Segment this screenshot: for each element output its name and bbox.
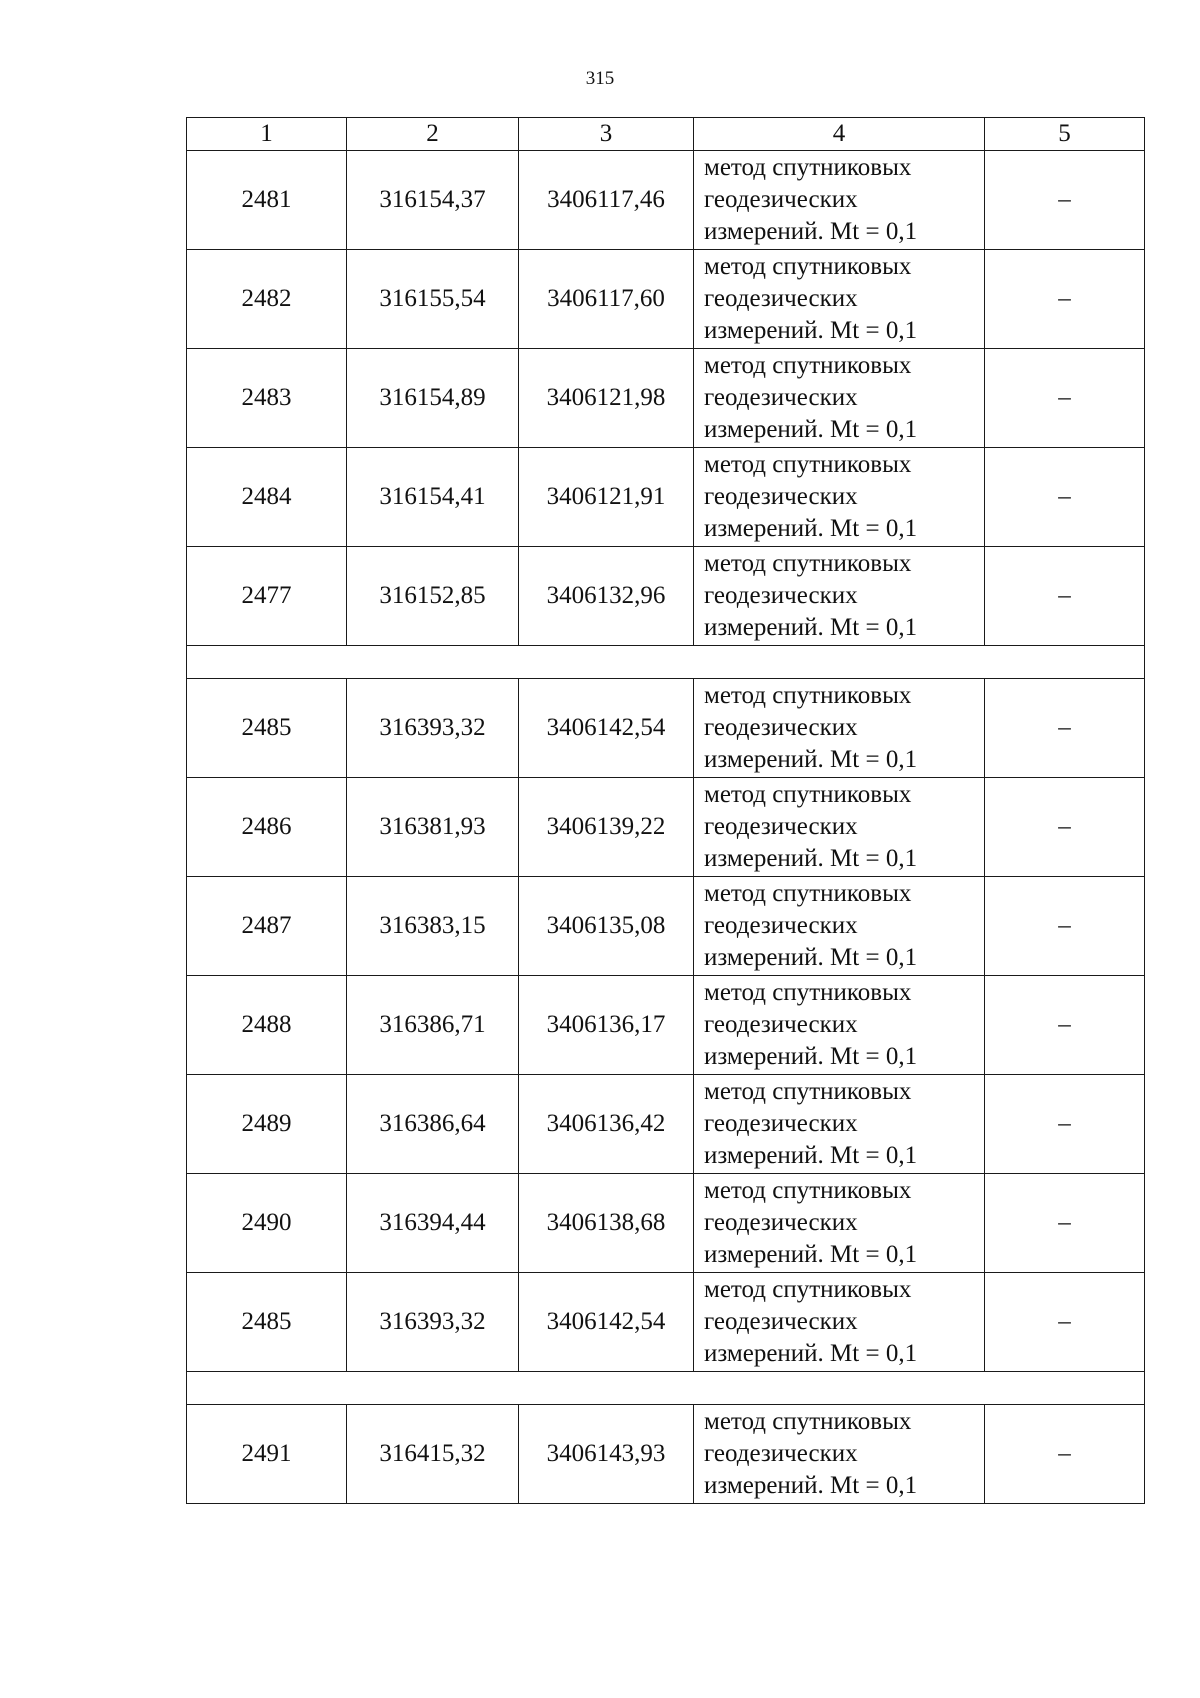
- point-number-cell: 2491: [187, 1405, 347, 1504]
- section-divider-row: [187, 1372, 1145, 1405]
- y-coordinate-cell: 3406121,98: [519, 349, 694, 448]
- header-col-1: 1: [187, 118, 347, 151]
- method-line: измерений. Mt = 0,1: [704, 1142, 918, 1169]
- note-cell: –: [985, 1075, 1145, 1174]
- section-divider-row: [187, 646, 1145, 679]
- y-coordinate-cell: 3406132,96: [519, 547, 694, 646]
- point-number-cell: 2477: [187, 547, 347, 646]
- method-line: метод спутниковых: [704, 1408, 912, 1435]
- method-line: метод спутниковых: [704, 352, 912, 379]
- point-number-cell: 2485: [187, 679, 347, 778]
- table-row: [187, 547, 1145, 646]
- note-cell: –: [985, 1273, 1145, 1372]
- note-cell: –: [985, 976, 1145, 1075]
- method-line: геодезических: [704, 813, 858, 840]
- table-row: [187, 1075, 1145, 1174]
- method-line: измерений. Mt = 0,1: [704, 1241, 918, 1268]
- method-line: метод спутниковых: [704, 1177, 912, 1204]
- section-divider-cell: [187, 1372, 1145, 1405]
- method-line: измерений. Mt = 0,1: [704, 218, 918, 245]
- x-coordinate-cell: 316415,32: [347, 1405, 519, 1504]
- header-col-4: 4: [694, 118, 985, 151]
- x-coordinate-cell: 316394,44: [347, 1174, 519, 1273]
- x-coordinate-cell: 316155,54: [347, 250, 519, 349]
- page-number: 315: [585, 68, 615, 89]
- y-coordinate-cell: 3406142,54: [519, 1273, 694, 1372]
- x-coordinate-cell: 316393,32: [347, 1273, 519, 1372]
- table-row: [187, 349, 1145, 448]
- note-cell: –: [985, 448, 1145, 547]
- method-line: геодезических: [704, 1308, 858, 1335]
- x-coordinate-cell: 316386,71: [347, 976, 519, 1075]
- point-number-cell: 2486: [187, 778, 347, 877]
- method-line: метод спутниковых: [704, 880, 912, 907]
- note-cell: –: [985, 1174, 1145, 1273]
- point-number-cell: 2487: [187, 877, 347, 976]
- coordinates-table-body: [187, 118, 1145, 1504]
- method-line: метод спутниковых: [704, 682, 912, 709]
- point-number-cell: 2485: [187, 1273, 347, 1372]
- note-cell: –: [985, 778, 1145, 877]
- x-coordinate-cell: 316152,85: [347, 547, 519, 646]
- point-number-cell: 2481: [187, 151, 347, 250]
- y-coordinate-cell: 3406117,60: [519, 250, 694, 349]
- point-number-cell: 2490: [187, 1174, 347, 1273]
- point-number-cell: 2484: [187, 448, 347, 547]
- method-line: геодезических: [704, 1011, 858, 1038]
- method-line: геодезических: [704, 384, 858, 411]
- method-line: измерений. Mt = 0,1: [704, 1340, 918, 1367]
- point-number-cell: 2488: [187, 976, 347, 1075]
- method-line: геодезических: [704, 1440, 858, 1467]
- method-line: геодезических: [704, 582, 858, 609]
- method-line: геодезических: [704, 1209, 858, 1236]
- method-cell: [694, 679, 985, 778]
- method-cell: [694, 778, 985, 877]
- y-coordinate-cell: 3406135,08: [519, 877, 694, 976]
- method-cell: [694, 349, 985, 448]
- point-number-cell: 2482: [187, 250, 347, 349]
- method-line: измерений. Mt = 0,1: [704, 944, 918, 971]
- method-line: геодезических: [704, 186, 858, 213]
- method-line: измерений. Mt = 0,1: [704, 515, 918, 542]
- method-line: метод спутниковых: [704, 550, 912, 577]
- header-col-2: 2: [347, 118, 519, 151]
- y-coordinate-cell: 3406142,54: [519, 679, 694, 778]
- note-cell: –: [985, 250, 1145, 349]
- note-cell: –: [985, 547, 1145, 646]
- method-line: метод спутниковых: [704, 154, 912, 181]
- method-line: измерений. Mt = 0,1: [704, 1472, 918, 1499]
- method-cell: [694, 976, 985, 1075]
- y-coordinate-cell: 3406117,46: [519, 151, 694, 250]
- x-coordinate-cell: 316154,89: [347, 349, 519, 448]
- x-coordinate-cell: 316381,93: [347, 778, 519, 877]
- method-line: измерений. Mt = 0,1: [704, 1043, 918, 1070]
- method-line: метод спутниковых: [704, 1078, 912, 1105]
- method-line: метод спутниковых: [704, 979, 912, 1006]
- point-number-cell: 2489: [187, 1075, 347, 1174]
- method-line: измерений. Mt = 0,1: [704, 746, 918, 773]
- table-row: [187, 1405, 1145, 1504]
- coordinates-table: [186, 117, 1145, 1504]
- method-cell: [694, 1273, 985, 1372]
- table-row: [187, 151, 1145, 250]
- method-line: геодезических: [704, 714, 858, 741]
- x-coordinate-cell: 316383,15: [347, 877, 519, 976]
- y-coordinate-cell: 3406139,22: [519, 778, 694, 877]
- table-row: [187, 250, 1145, 349]
- method-line: метод спутниковых: [704, 781, 912, 808]
- header-col-3: 3: [519, 118, 694, 151]
- table-row: [187, 778, 1145, 877]
- header-col-5: 5: [985, 118, 1145, 151]
- table-row: [187, 1273, 1145, 1372]
- header-row: [187, 118, 1145, 151]
- method-line: геодезических: [704, 285, 858, 312]
- y-coordinate-cell: 3406136,17: [519, 976, 694, 1075]
- note-cell: –: [985, 151, 1145, 250]
- method-line: измерений. Mt = 0,1: [704, 416, 918, 443]
- method-cell: [694, 877, 985, 976]
- point-number-cell: 2483: [187, 349, 347, 448]
- note-cell: –: [985, 877, 1145, 976]
- method-line: геодезических: [704, 1110, 858, 1137]
- x-coordinate-cell: 316386,64: [347, 1075, 519, 1174]
- table-row: [187, 448, 1145, 547]
- note-cell: –: [985, 679, 1145, 778]
- x-coordinate-cell: 316154,37: [347, 151, 519, 250]
- method-cell: [694, 1405, 985, 1504]
- method-cell: [694, 448, 985, 547]
- section-divider-cell: [187, 646, 1145, 679]
- method-cell: [694, 151, 985, 250]
- method-line: измерений. Mt = 0,1: [704, 614, 918, 641]
- method-line: метод спутниковых: [704, 451, 912, 478]
- y-coordinate-cell: 3406143,93: [519, 1405, 694, 1504]
- x-coordinate-cell: 316393,32: [347, 679, 519, 778]
- method-line: метод спутниковых: [704, 253, 912, 280]
- method-line: измерений. Mt = 0,1: [704, 317, 918, 344]
- table-row: [187, 976, 1145, 1075]
- note-cell: –: [985, 349, 1145, 448]
- y-coordinate-cell: 3406136,42: [519, 1075, 694, 1174]
- method-cell: [694, 250, 985, 349]
- method-line: геодезических: [704, 483, 858, 510]
- table-row: [187, 877, 1145, 976]
- method-line: геодезических: [704, 912, 858, 939]
- method-cell: [694, 547, 985, 646]
- method-line: метод спутниковых: [704, 1276, 912, 1303]
- method-line: измерений. Mt = 0,1: [704, 845, 918, 872]
- note-cell: –: [985, 1405, 1145, 1504]
- method-cell: [694, 1075, 985, 1174]
- table-row: [187, 1174, 1145, 1273]
- y-coordinate-cell: 3406138,68: [519, 1174, 694, 1273]
- y-coordinate-cell: 3406121,91: [519, 448, 694, 547]
- x-coordinate-cell: 316154,41: [347, 448, 519, 547]
- method-cell: [694, 1174, 985, 1273]
- table-row: [187, 679, 1145, 778]
